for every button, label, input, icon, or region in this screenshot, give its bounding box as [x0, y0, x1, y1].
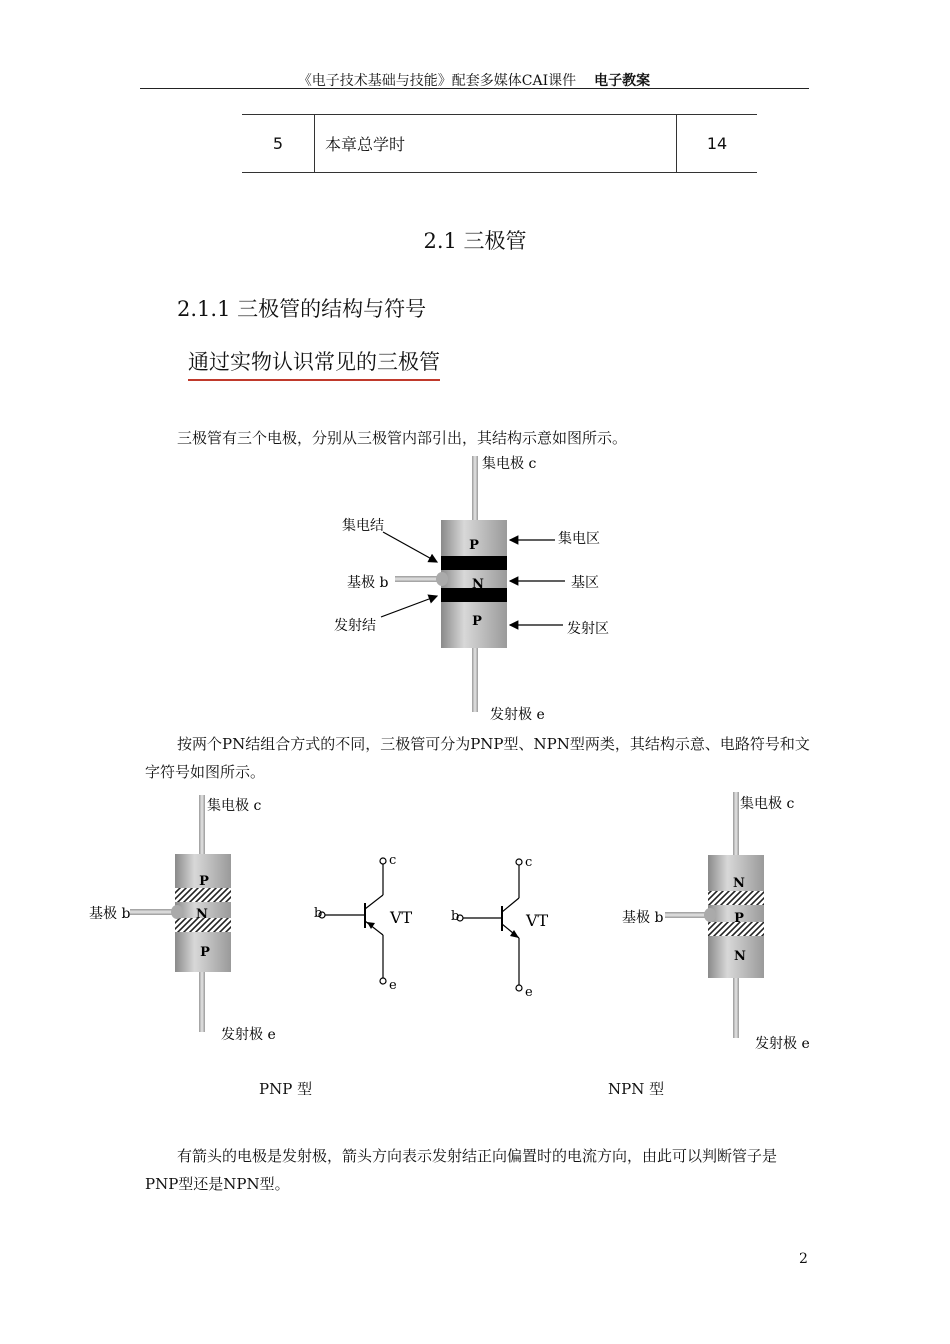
npn-collector-junction [708, 891, 764, 905]
layer-mid-label: N [472, 577, 484, 592]
npn-layer-1: N [733, 876, 745, 891]
base-contact [436, 572, 448, 586]
collector-label: 集电极 c [482, 456, 537, 472]
table-cell-hours: 14 [677, 115, 758, 173]
npn-sym-b-label: b [451, 909, 460, 924]
npn-emitter-lead [733, 976, 739, 1038]
paragraph-types: 按两个PN结组合方式的不同，三极管可分为PNP型、NPN型两类，其结构示意、电路符号和文字符号如图所示。 [145, 735, 810, 781]
pnp-collector-label: 集电极 c [207, 798, 262, 814]
collector-junction-label: 集电结 [342, 518, 384, 534]
pnp-layer-1: P [199, 874, 209, 889]
npn-emitter-label: 发射极 e [755, 1036, 810, 1052]
pnp-sym-name: VT [390, 908, 413, 927]
layer-top-label: P [469, 538, 479, 553]
collector-region-label: 集电区 [558, 531, 600, 547]
paragraph-arrow: 有箭头的电极是发射极，箭头方向表示发射结正向偏置时的电流方向，由此可以判断管子是PNP型还是NPN型。 [145, 1147, 778, 1193]
pnp-base-label: 基极 b [89, 906, 131, 922]
paragraph-intro: 三极管有三个电极，分别从三极管内部引出，其结构示意如图所示。 [177, 429, 628, 447]
pnp-sym-e-terminal [380, 978, 386, 984]
npn-caption: NPN 型 [608, 1080, 665, 1098]
slide-title: 通过实物认识常见的三极管 [188, 346, 440, 381]
pnp-structure [89, 795, 276, 1043]
emitter-region-label: 发射区 [567, 621, 609, 637]
npn-sym-e-terminal [516, 985, 522, 991]
transistor-structure-diagram [330, 450, 630, 730]
emitter-lead [472, 648, 478, 712]
npn-sym-c-terminal [516, 859, 522, 865]
collector-junction-band [441, 556, 507, 570]
npn-layer-3: N [734, 949, 746, 964]
layer-bot-label: P [472, 614, 482, 629]
header-rule [140, 88, 809, 89]
npn-layer-2: P [734, 911, 744, 926]
pnp-collector-lead [199, 795, 205, 857]
npn-symbol [457, 859, 522, 991]
emitter-junction-arrow [381, 596, 437, 617]
collector-lead [472, 456, 478, 526]
pnp-layer-3: P [200, 945, 210, 960]
pnp-emitter-label: 发射极 e [221, 1027, 276, 1043]
pnp-collector-junction [175, 888, 231, 902]
page-number: 2 [799, 1251, 808, 1267]
emitter-junction-label: 发射结 [334, 618, 376, 634]
base-lead [395, 576, 440, 582]
page-header [140, 70, 808, 90]
npn-base-lead [665, 912, 710, 918]
hours-table [242, 114, 757, 173]
pnp-base-contact [171, 905, 183, 919]
subsection-title: 2.1.1 三极管的结构与符号 [177, 297, 427, 321]
base-label: 基极 b [347, 575, 389, 591]
emitter-label: 发射极 e [490, 707, 545, 723]
base-region-label: 基区 [571, 575, 599, 591]
pnp-emitter-lead [199, 970, 205, 1032]
npn-collector-label: 集电极 c [740, 796, 795, 812]
pnp-sym-c-label: c [389, 853, 397, 868]
pnp-sym-collector-diag [365, 895, 383, 909]
npn-sym-e-label: e [525, 985, 533, 1000]
pnp-sym-c-terminal [380, 858, 386, 864]
header-title: 《电子技术基础与技能》配套多媒体CAI课件 [297, 73, 577, 89]
npn-sym-c-label: c [525, 855, 533, 870]
table-row [242, 115, 757, 173]
pnp-npn-figure [80, 785, 820, 1065]
npn-structure [622, 792, 810, 1052]
section-title: 2.1 三极管 [423, 229, 527, 253]
collector-junction-arrow [383, 532, 437, 562]
pnp-sym-b-label: b [314, 906, 323, 921]
npn-collector-lead [733, 792, 739, 857]
npn-base-label: 基极 b [622, 910, 664, 926]
pnp-layer-2: N [196, 907, 208, 922]
npn-base-contact [704, 908, 716, 922]
pnp-symbol [319, 858, 386, 984]
pnp-base-lead [130, 909, 175, 915]
table-cell-no: 5 [242, 115, 315, 173]
pnp-sym-e-label: e [389, 978, 397, 993]
table-cell-item: 本章总学时 [315, 115, 677, 173]
npn-sym-collector-diag [502, 898, 519, 912]
npn-sym-name: VT [526, 911, 549, 930]
pnp-caption: PNP 型 [259, 1080, 313, 1098]
header-label: 电子教案 [594, 73, 651, 89]
